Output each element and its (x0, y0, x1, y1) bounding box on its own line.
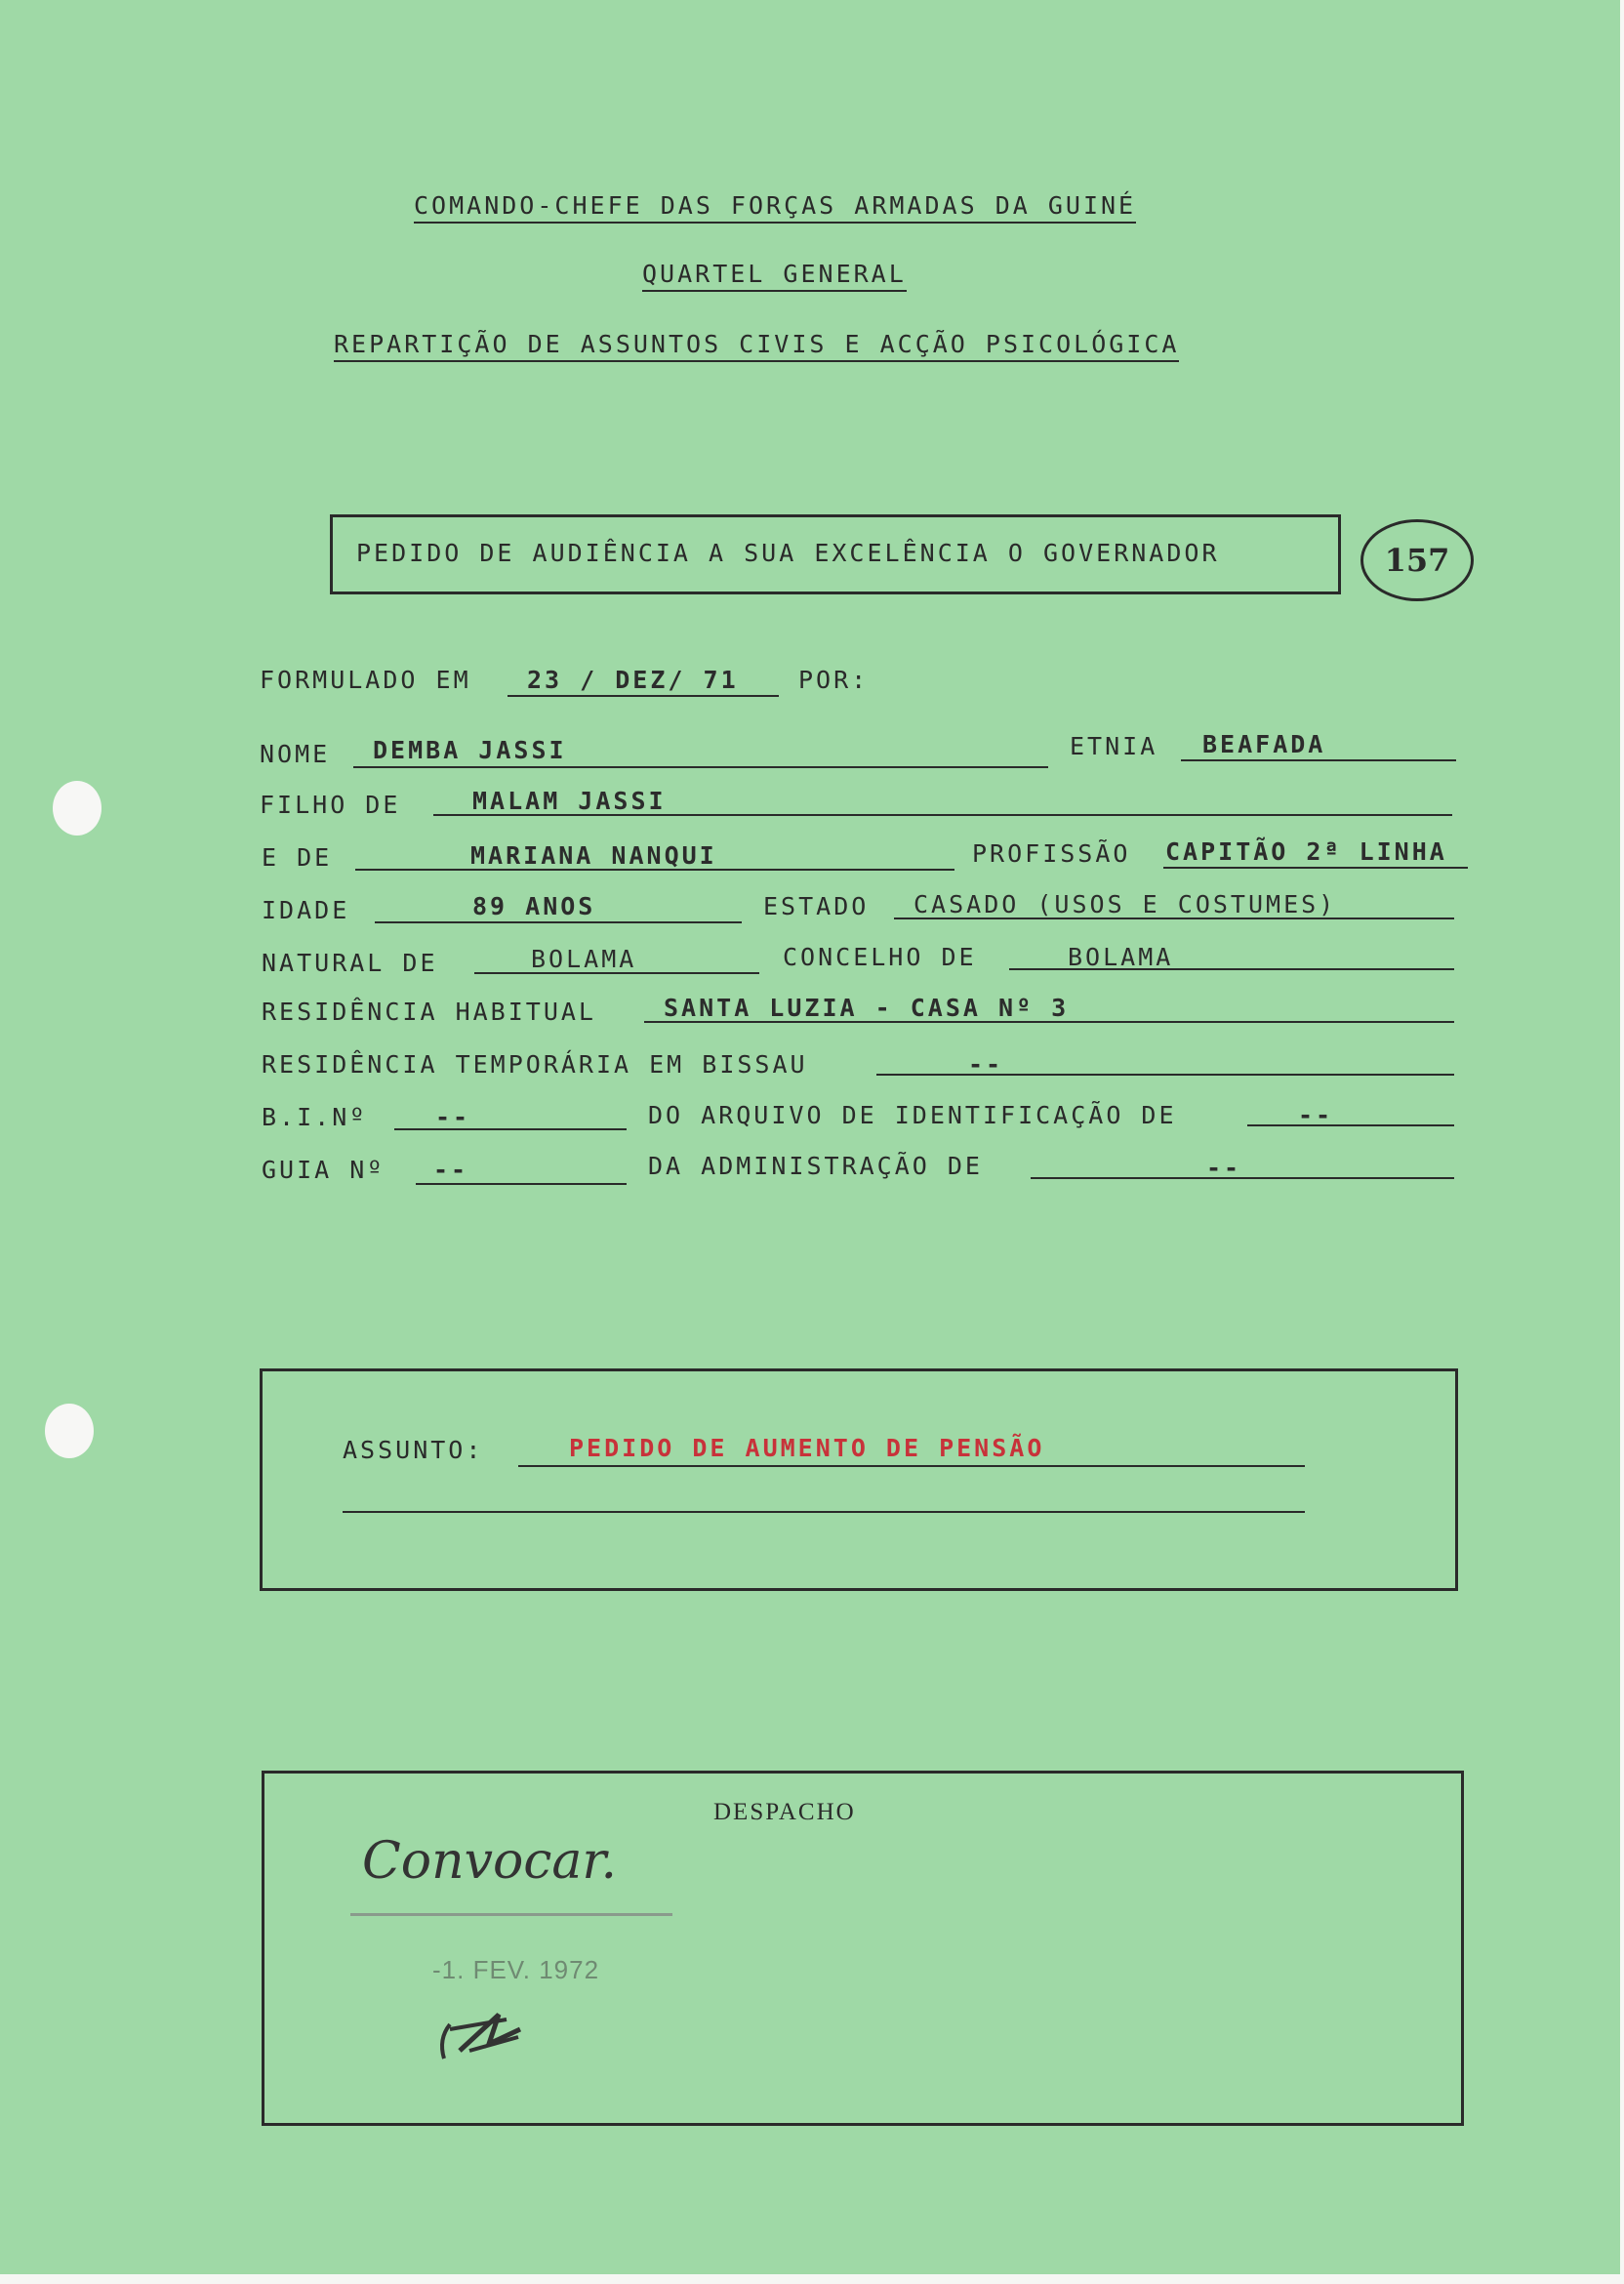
formulado-value: 23 / DEZ/ 71 (527, 666, 739, 694)
profissao-value: CAPITÃO 2ª LINHA (1165, 837, 1447, 866)
page-title: PEDIDO DE AUDIÊNCIA A SUA EXCELÊNCIA O GOVERNADOR (356, 539, 1220, 567)
nome-value: DEMBA JASSI (373, 736, 567, 764)
despacho-handwritten: Convocar. (362, 1832, 618, 1891)
bi-line (394, 1128, 627, 1130)
administracao-line (1031, 1177, 1454, 1179)
temporaria-line (876, 1074, 1454, 1076)
arquivo-value: -- (1298, 1101, 1334, 1129)
concelho-value: BOLAMA (1068, 943, 1174, 971)
temporaria-label: RESIDÊNCIA TEMPORÁRIA EM BISSAU (262, 1050, 808, 1079)
natural-value: BOLAMA (531, 945, 637, 973)
etnia-label: ETNIA (1070, 732, 1158, 760)
idade-value: 89 ANOS (472, 892, 596, 920)
bi-label: B.I.Nº (262, 1103, 368, 1131)
natural-label: NATURAL DE (262, 949, 438, 977)
title-box (330, 514, 1341, 594)
arquivo-line (1247, 1124, 1454, 1126)
date-stamp: -1. FEV. 1972 (432, 1955, 600, 1984)
profissao-label: PROFISSÃO (972, 839, 1131, 868)
punch-hole-top (53, 781, 102, 836)
residencia-label: RESIDÊNCIA HABITUAL (262, 998, 596, 1026)
ede-label: E DE (262, 843, 333, 872)
formulado-line (508, 695, 779, 697)
despacho-box (262, 1771, 1464, 2126)
header-quartel: QUARTEL GENERAL (642, 260, 907, 292)
header-reparticao: REPARTIÇÃO DE ASSUNTOS CIVIS E ACÇÃO PSICOLÓGICA (334, 330, 1179, 362)
assunto-line-2 (343, 1511, 1305, 1513)
administracao-label: DA ADMINISTRAÇÃO DE (648, 1152, 983, 1180)
formulado-label: FORMULADO EM (260, 666, 471, 694)
profissao-line (1163, 867, 1468, 869)
arquivo-label: DO ARQUIVO DE IDENTIFICAÇÃO DE (648, 1101, 1177, 1129)
guia-value: -- (433, 1156, 469, 1184)
filho-value: MALAM JASSI (472, 787, 667, 815)
idade-label: IDADE (262, 896, 350, 924)
nome-line (353, 766, 1048, 768)
signature-mark (430, 1990, 548, 2068)
idade-line (375, 921, 742, 923)
header-command: COMANDO-CHEFE DAS FORÇAS ARMADAS DA GUINÉ (414, 191, 1136, 224)
etnia-value: BEAFADA (1202, 730, 1326, 758)
punch-hole-bottom (45, 1404, 94, 1458)
nome-label: NOME (260, 740, 331, 768)
document-number: 157 (1360, 519, 1474, 601)
etnia-line (1181, 759, 1456, 761)
estado-value: CASADO (USOS E COSTUMES) (914, 890, 1337, 918)
administracao-value: -- (1206, 1154, 1242, 1182)
despacho-underline (350, 1913, 672, 1916)
residencia-value: SANTA LUZIA - CASA Nº 3 (664, 994, 1070, 1022)
temporaria-value: -- (968, 1050, 1004, 1079)
estado-label: ESTADO (763, 892, 870, 920)
concelho-label: CONCELHO DE (783, 943, 977, 971)
assunto-line-1 (518, 1465, 1305, 1467)
ede-value: MARIANA NANQUI (470, 841, 717, 870)
assunto-value: PEDIDO DE AUMENTO DE PENSÃO (569, 1434, 1045, 1462)
assunto-box (260, 1368, 1458, 1591)
por-label: POR: (798, 666, 870, 694)
bi-value: -- (435, 1103, 471, 1131)
guia-label: GUIA Nº (262, 1156, 386, 1184)
filho-label: FILHO DE (260, 791, 401, 819)
assunto-label: ASSUNTO: (343, 1436, 484, 1464)
despacho-label: DESPACHO (713, 1799, 856, 1825)
